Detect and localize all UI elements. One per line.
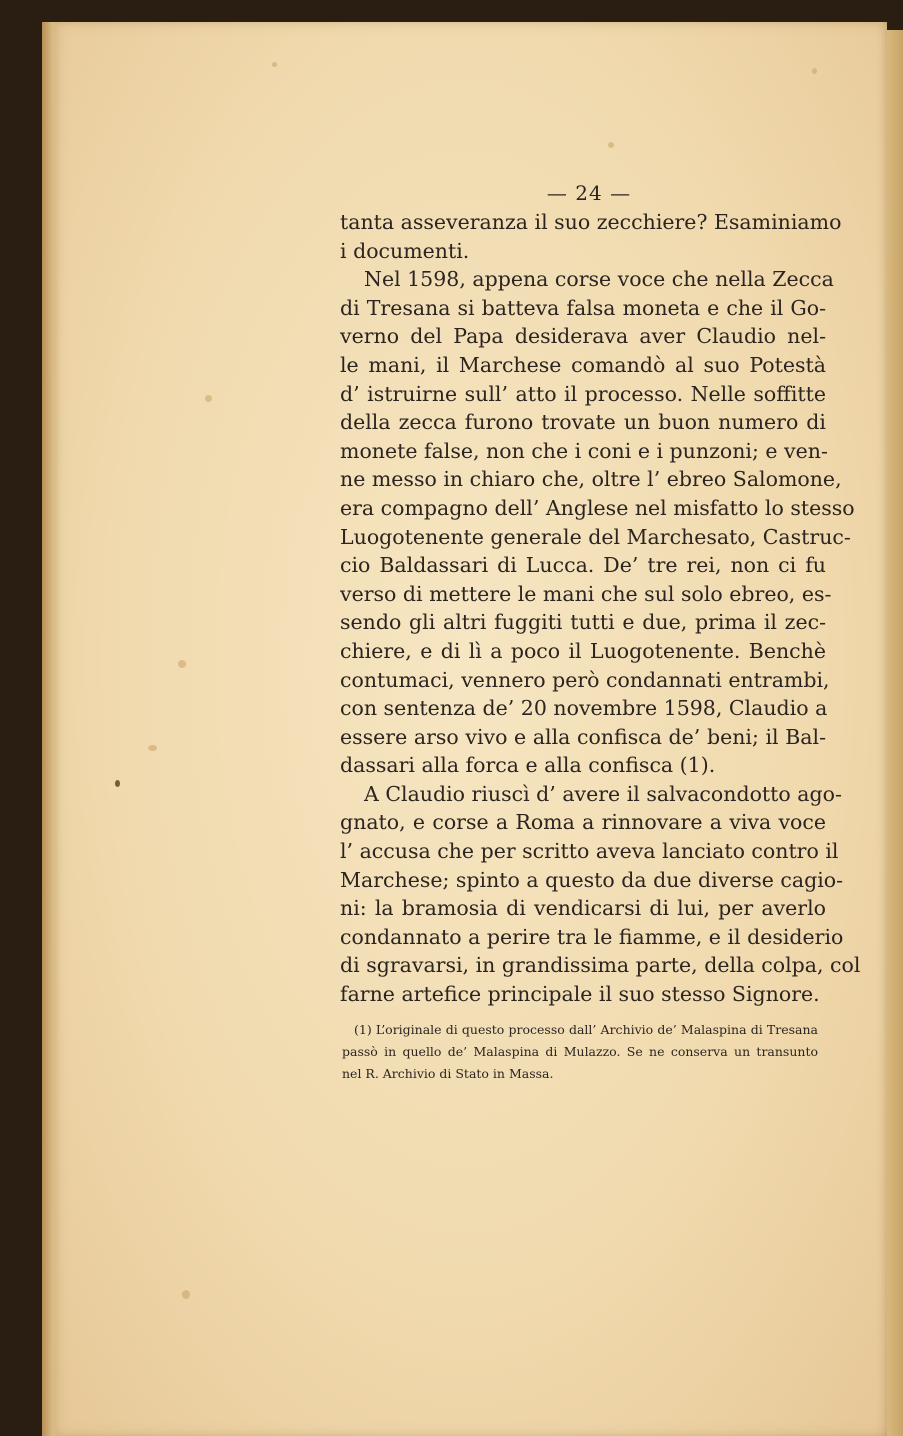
footnote-line: passò in quello de’ Malaspina di Mulazzo. Se ne conserva un transunto [342, 1043, 818, 1059]
paper-foxing-spot [272, 62, 277, 67]
text-line: condannato a perire tra le fiamme, e il desiderio [340, 924, 844, 949]
text-line: essere arso vivo e alla confisca de’ beni; il Bal- [340, 724, 826, 749]
text-line: tanta asseveranza il suo zecchiere? Esaminiamo [340, 210, 842, 234]
footnote-line: nel R. Archivio di Stato in Massa. [342, 1065, 554, 1081]
text-block [340, 178, 861, 1085]
text-line: l’ accusa che per scritto aveva lanciato contro il [340, 839, 839, 864]
paper-foxing-spot [182, 1290, 190, 1299]
text-line: cio Baldassari di Lucca. De’ tre rei, non ci fu [340, 553, 826, 578]
text-line: era compagno dell’ Anglese nel misfatto lo stesso [340, 495, 855, 520]
text-line: dassari alla forca e alla confisca (1). [340, 753, 716, 778]
footnote-line: (1) L’originale di questo processo dall’ Archivio de’ Malaspina di Tresana [354, 1021, 818, 1037]
text-line: contumaci, vennero però condannati entrambi, [340, 667, 830, 692]
page-gutter-shadow [42, 22, 60, 1436]
footnote [342, 1019, 818, 1085]
page-number: — 24 — [546, 181, 632, 205]
text-line: verno del Papa desiderava aver Claudio nel- [340, 324, 826, 349]
text-line: gnato, e corse a Roma a rinnovare a viva voce [340, 810, 826, 835]
text-line: Nel 1598, appena corse voce che nella Zecca [364, 267, 834, 292]
text-line: con sentenza de’ 20 novembre 1598, Claudio a [340, 696, 828, 721]
text-line: di sgravarsi, in grandissima parte, della colpa, col [340, 953, 861, 978]
paper-foxing-spot [148, 745, 157, 751]
paper-foxing-spot [608, 142, 614, 148]
paper-foxing-spot [178, 660, 186, 668]
text-line: i documenti. [340, 238, 470, 263]
text-line: farne artefice principale il suo stesso Signore. [340, 982, 820, 1007]
text-line: verso di mettere le mani che sul solo ebreo, es- [340, 581, 832, 606]
text-line: della zecca furono trovate un buon numero di [340, 410, 826, 435]
text-line: d’ istruirne sull’ atto il processo. Nelle soffitte [340, 381, 826, 406]
text-line: A Claudio riuscì d’ avere il salvacondotto ago- [364, 781, 842, 806]
text-line: monete false, non che i coni e i punzoni; e ven- [340, 438, 828, 463]
text-line: di Tresana si batteva falsa moneta e che il Go- [340, 295, 826, 320]
text-line: le mani, il Marchese comandò al suo Potestà [340, 352, 826, 377]
text-line: ni: la bramosia di vendicarsi di lui, per averlo [340, 896, 826, 921]
text-line: chiere, e di lì a poco il Luogotenente. Benchè [340, 638, 826, 663]
text-line: Luogotenente generale del Marchesato, Castruc- [340, 524, 851, 549]
paper-foxing-spot [812, 68, 817, 74]
text-line: sendo gli altri fuggiti tutti e due, prima il zec- [340, 610, 826, 635]
body-text [340, 208, 861, 1009]
text-line: ne messo in chiaro che, oltre l’ ebreo Salomone, [340, 467, 842, 492]
text-line: Marchese; spinto a questo da due diverse cagio- [340, 867, 844, 892]
paper-foxing-spot [205, 395, 212, 402]
paper-foxing-spot [115, 780, 120, 787]
